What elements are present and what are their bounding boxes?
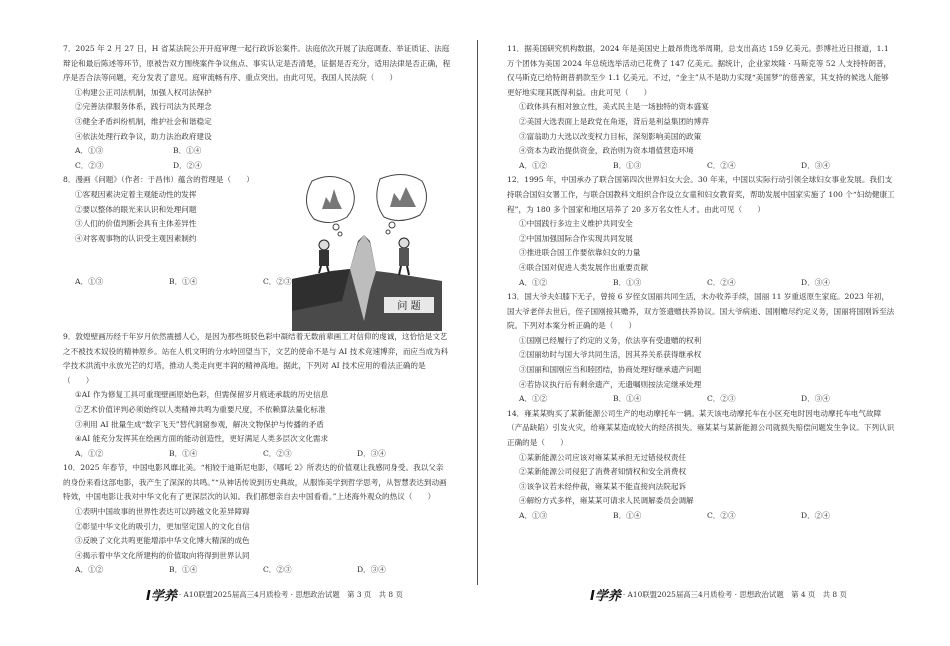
option-statement: ②国丽幼时与国大爷共同生活，因其养关系获得继承权 — [519, 350, 702, 360]
option-statement: ④资本为政治提供资金，政治则为资本增值营造环境 — [519, 146, 694, 156]
question-stem: 8．漫画《问题》（作者：于昌伟）蕴含的哲理是（ ） — [63, 175, 254, 185]
option-statement: ②彰显中华文化的吸引力，更加坚定国人的文化自信 — [75, 521, 250, 531]
choice-a: A．①③ — [75, 277, 104, 287]
choice-c: C．②③ — [263, 448, 292, 458]
choice-b: B．①③ — [613, 277, 642, 287]
question-stem: 13．国大爷夫妇膝下无子，曾接 6 岁侄女国丽共同生活，未办收养手续，国丽 11 岁重返原生家庭。2023 年初，国大爷老伴去世后，侄子国刚接其赡养，双方签遗赠扶养协议。国大爷病逝、国刚赡尽约定义务，国丽将国刚诉至法院。下列对本案分析正确的是（ ） — [507, 292, 895, 331]
choice-a: A．①② — [75, 448, 104, 458]
choice-c: C．②④ — [707, 277, 736, 287]
choice-d: D．③④ — [801, 160, 830, 170]
option-statement: ②艺术价值评判必须始终以人类精神共鸣为重要尺度，不依赖算法量化标准 — [75, 404, 326, 414]
question-stem: 9．敦煌壁画历经千年岁月依然震撼人心，是因为那些斑驳色彩中凝结着无数前辈画工对信仰的虔诚，这恰恰是文艺之不被技术奴役的精神原乡。站在人机文明的分水岭回望当下，文艺的使命不是与 AI 技术竞速博弈，而应当成为科学技术洪流中永放光芒的灯塔，推动人类走向更丰润的精神高地。据此，下列对 AI 技术应用的看法正确的是（ ） — [63, 331, 449, 385]
choice-a: A．①② — [75, 565, 104, 575]
option-statement: ②中国加强国际合作实现共同发展 — [519, 233, 633, 243]
option-statement: ③人们的价值判断会具有主体差异性 — [75, 219, 197, 229]
choice-d: D．③④ — [801, 394, 830, 404]
choice-c: C．②③ — [75, 160, 104, 170]
option-statement: ④AI 能充分发挥其在绘画方面的能动创造性，更好满足人类多层次文化需求 — [75, 434, 329, 444]
choice-d: D．②④ — [173, 160, 202, 170]
footer-text: · A10联盟2025届高三4月质检考 · 思想政治试题 第 4 页 共 8 页 — [622, 590, 847, 599]
question-stem: 11．据美国研究机构数据，2024 年是美国史上最昂贵选举周期，总支出高达 159 亿美元。彭博社近日报道，1.1 万个团体为美国 2024 年总统选举活动已花费了 147 亿美元。据统计，企业家埃隆 · 马斯克等 52 人支持特朗普，仅马斯克已给特朗普捐款至少 1.1 亿美元。不过，“金主”从不是助力实现“美国梦”的慈善家，其支持的候选人能够更好地实现其既得利益。由此可见（ ） — [507, 44, 892, 97]
option-statement: ①构建公正司法机制，加强人权司法保护 — [75, 87, 212, 97]
answer-choices — [63, 447, 451, 462]
cartoon-drawing — [292, 171, 442, 331]
choice-d: D．③④ — [357, 565, 386, 575]
page-footer-left — [146, 585, 403, 604]
question-9 — [63, 330, 451, 461]
choice-a: A．①② — [519, 394, 548, 404]
option-statement: ③反映了文化共鸣更能增添中华文化博大精深的成色 — [75, 536, 250, 546]
option-statement: ①表明中国故事的世界性表达可以跨越文化差异障碍 — [75, 507, 250, 517]
option-statement: ④若协议执行后有剩余遗产，无遗嘱则按法定继承处理 — [519, 379, 702, 389]
option-statement: ③富翁助力大选以改变权力目标，深刻影响美国的政策 — [519, 131, 702, 141]
option-statement: ④对客观事物的认识受主观因素制约 — [75, 233, 197, 243]
answer-choices — [63, 563, 451, 578]
option-statement: ④解纷方式多样，雍某某可请求人民调解委员会调解 — [519, 496, 694, 506]
publisher-logo: I学养 — [590, 589, 621, 604]
answer-choices — [63, 144, 451, 159]
answer-choices — [507, 276, 895, 291]
publisher-logo: I学养 — [146, 589, 177, 604]
page-divider — [477, 40, 478, 585]
left-page-column — [63, 42, 451, 578]
question-stem: 7．2025 年 2 月 27 日，H 省某法院公开开庭审理一起行政诉讼案件。法庭依次开展了法庭调查、举证质证、法庭辩论和最后陈述等环节，原被告双方围绕案件争议焦点、事实认定是否清楚，证据是否充分，适用法律是否正确，程序是否合法等问题，充分发表了意见。庭审流畅有序、重点突出。由此可见，我国人民法院（ ） — [63, 44, 451, 83]
answer-choices — [507, 159, 895, 174]
choice-a: A．①② — [519, 277, 548, 287]
question-14 — [507, 407, 895, 524]
choice-c: C．②③ — [263, 565, 292, 575]
option-statement: ③利用 AI 批量生成“数字飞天”替代洞窟参观，解决文物保护与传播的矛盾 — [75, 419, 324, 429]
option-statement: ③推进联合国工作要依靠妇女的力量 — [519, 248, 641, 258]
footer-text: · A10联盟2025届高三4月质检考 · 思想政治试题 第 3 页 共 8 页 — [178, 590, 403, 599]
option-statement: ①某新能源公司应该对雍某某承担无过错侵权责任 — [519, 452, 687, 462]
question-stem: 10．2025 年春节，中国电影风靡北美。“相较于迪斯尼电影，《哪吒 2》所表达的价值观让我感同身受。我以父亲的身份来看这部电影，我产生了深深的共鸣。”“从神话传说到历史典故，从服饰美学到哲学思考，从智慧表达到动画特效，中国电影让我对中华文化有了更深层次的认知。我们都想亲自去中国看看。”上述海外观众的热议（ ） — [63, 463, 447, 502]
choice-a: A．①③ — [75, 146, 104, 156]
option-statement: ②美国大选表面上是政党在角逐，背后是利益集团的博弈 — [519, 116, 709, 126]
choice-d: D．②④ — [801, 511, 830, 520]
answer-choices — [507, 392, 895, 407]
option-statement: ①客观因素决定着主观能动性的发挥 — [75, 189, 197, 199]
choice-a: A．①② — [519, 160, 548, 170]
question-10 — [63, 461, 451, 578]
option-statement: ④联合国对促进人类发展作出重要贡献 — [519, 262, 649, 272]
question-7 — [63, 42, 451, 173]
question-11 — [507, 42, 895, 173]
right-page-column — [507, 42, 895, 524]
option-statement: ④依法处理行政争议，助力法治政府建设 — [75, 131, 212, 141]
choice-b: B．①④ — [613, 511, 642, 520]
option-statement: ②要以整体的眼光来认识和处理问题 — [75, 204, 197, 214]
choice-d: D．③④ — [801, 277, 830, 287]
option-statement: ①政体具有相对独立性，美式民主是一场独特的资本盛宴 — [519, 102, 709, 112]
choice-a: A．①③ — [519, 511, 548, 520]
answer-choices — [507, 509, 895, 524]
choice-c: C．②③ — [707, 511, 736, 520]
option-statement: ③该争议若未经仲裁，雍某某不能直接向法院起诉 — [519, 481, 687, 491]
choice-b: B．①④ — [613, 394, 642, 404]
option-statement: ①中国践行多边主义维护共同安全 — [519, 219, 633, 229]
option-statement: ③国丽和国刚应当和睦团结，协商处理好继承遗产问题 — [519, 365, 702, 375]
question-13 — [507, 290, 895, 407]
cartoon-label: 问 题 — [397, 301, 421, 313]
option-statement: ②某新能源公司侵犯了消费者知情权和安全消费权 — [519, 467, 687, 477]
choice-d: D．③④ — [357, 448, 386, 458]
option-statement: ①国刚已经履行了约定的义务，依法享有受遗赠的权利 — [519, 335, 702, 345]
choice-c: C．②④ — [707, 160, 736, 170]
page-footer-right — [590, 585, 847, 604]
question-stem: 14．雍某某购买了某新能源公司生产的电动摩托车一辆。某天该电动摩托车在小区充电时因电动摩托车电气故障（产品缺陷）引发火灾，给雍某某造成较大的经济损失。雍某某与某新能源公司就损失赔偿问题发生争议。下列认识正确的是（ ） — [507, 408, 895, 448]
choice-c: C．②③ — [263, 277, 292, 287]
choice-b: B．①④ — [173, 146, 202, 156]
choice-b: B．①④ — [169, 448, 198, 458]
choice-c: C．②③ — [707, 394, 736, 404]
question-8 — [63, 173, 451, 313]
cartoon-image — [292, 171, 442, 331]
choice-b: B．①④ — [169, 277, 198, 287]
option-statement: ①AI 作为修复工具可重现壁画原始色彩，但需保留岁月痕迹承载的历史信息 — [75, 390, 329, 400]
option-statement: ②完善法律服务体系，践行司法为民理念 — [75, 102, 212, 112]
choice-b: B．①③ — [613, 160, 642, 170]
question-12 — [507, 173, 895, 290]
question-stem: 12．1995 年，中国承办了联合国第四次世界妇女大会。30 年来，中国以实际行动引领全球妇女事业发展。我们支持联合国妇女署工作，与联合国教科文组织合作设立女童和妇女教育奖，帮助发展中国家实施了 100 个“妇幼健康工程”，为 180 多个国家和地区培养了 20 多万名女性人才。由此可见（ ） — [507, 175, 895, 214]
choice-b: B．①④ — [169, 565, 198, 575]
option-statement: ④揭示着中华文化所建构的价值取向将得到世界认同 — [75, 550, 250, 560]
option-statement: ③健全矛盾纠纷机制，维护社会和谐稳定 — [75, 116, 212, 126]
